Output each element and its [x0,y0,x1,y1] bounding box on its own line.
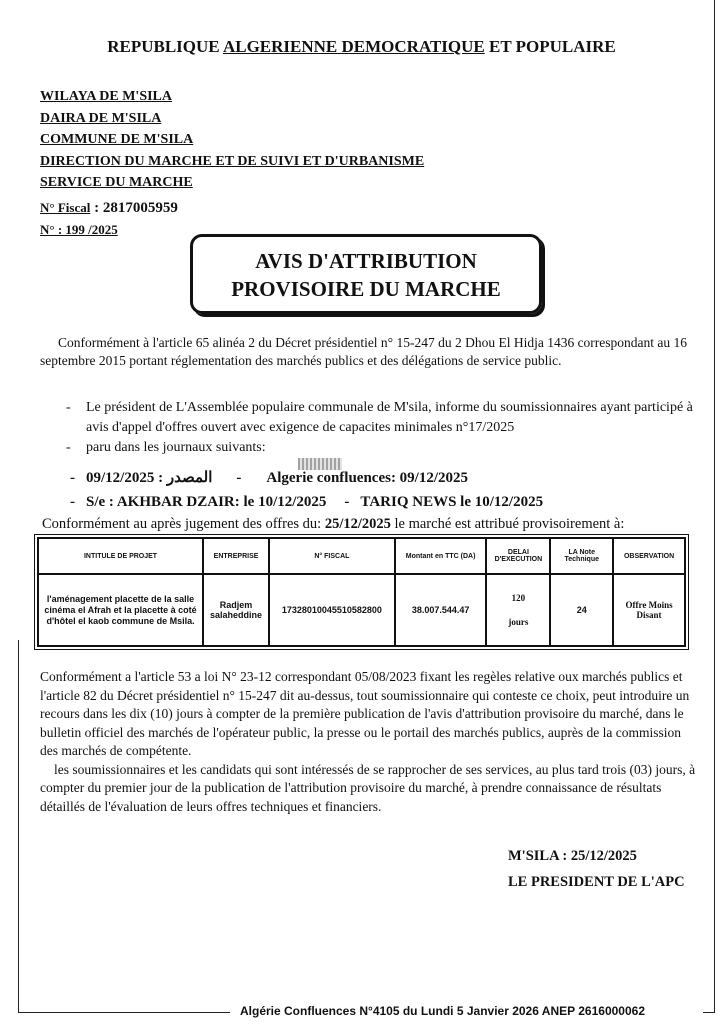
cell-projet: l'aménagement placette de la salle cinéma el Afrah et la placette à coté d'hôtel el kaob commune de Msila. [38,574,203,646]
attribution-table [37,537,686,647]
journal-row-1: - المصدر : 09/12/2025 - Algerie confluences: 09/12/2025 [70,470,469,486]
table-row [38,574,685,646]
signature-place-date: M'SILA : 25/12/2025 [508,848,637,864]
admin-service: SERVICE DU MARCHE [40,175,193,190]
header-observation: OBSERVATION [613,538,685,574]
fiscal-value: : 2817005959 [90,200,178,216]
publication-footer: Algérie Confluences N°4105 du Lundi 5 Janvier 2026 ANEP 2616000062 [240,1004,645,1018]
header-projet: INTITULE DE PROJET [38,538,203,574]
header-entreprise: ENTREPRISE [203,538,269,574]
header-fiscal: N° FISCAL [269,538,395,574]
journal-row-2: - S/e : AKHBAR DZAIR: le 10/12/2025 - TARIQ NEWS le 10/12/2025 [70,494,544,510]
cell-observation: Offre Moins Disant [613,574,685,646]
bullet-journals: - paru dans les journaux suivants: [66,438,696,458]
cell-delai-number: 120 [511,593,526,603]
judgement-line: Conformément au après jugement des offres du: 25/12/2025 le marché est attribué provisoirement à: [42,516,625,532]
admin-wilaya: WILAYA DE M'SILA [40,89,173,104]
title-underlined: ALGERIENNE DEMOCRATIQUE [222,37,485,56]
appeal-paragraph: Conformément a l'article 53 a loi N° 23-12 correspondant 05/08/2023 fixant les regèles relative oux marchés publics et l'article 82 du Décret présidentiel n° 15-247 dit au-dessus, tout soumissionnaire qui conteste ce choix, peut introduire un recours dans les dix (10) jours à compter de la première publication de l'avis d'attribution provisoire du marché, dans le bulletin officiel des marchés de l'opérateur public, la presse ou le portail des marchés publics, auprès de la commission des marchés de compétente. [40,669,690,758]
fiscal-label: N° Fiscal [40,200,91,215]
frame-border-left [18,640,19,1012]
notice-title-box [190,234,542,314]
page-title: REPUBLIQUE ALGERIENNE DEMOCRATIQUE ET POPULAIRE [107,37,616,56]
fiscal-number [40,200,178,217]
frame-border-right [714,0,715,1012]
journal-4: TARIQ NEWS le 10/12/2025 [360,494,544,510]
cell-montant: 38.007.544.47 [395,574,487,646]
journal-3: S/e : AKHBAR DZAIR: le 10/12/2025 [86,494,327,510]
bullet-list [66,398,696,458]
administration-block [40,86,424,194]
notice-title-line1: AVIS D'ATTRIBUTION [255,249,477,273]
cell-fiscal: 173280100455105828​00 [269,574,395,646]
header-note: LA Note Technique [550,538,613,574]
intro-paragraph: Conformément à l'article 65 alinéa 2 du Décret présidentiel n° 15-247 du 2 Dhou El Hidja 1436 correspondant au 16 septembre 2015 portant réglementation des marchés publics et des délégations de service public. [40,335,688,368]
journal-2: Algerie confluences: 09/12/2025 [266,470,469,486]
journal-1-date: : 09/12/2025 [86,470,167,486]
cell-entreprise: Radjem salaheddine [203,574,269,646]
signature-title: LE PRESIDENT DE L'APC [508,874,685,890]
cell-delai [486,574,550,646]
journal-1-name: المصدر [166,470,213,486]
table-header-row [38,538,685,574]
admin-commune: COMMUNE DE M'SILA [40,132,194,147]
judgement-date: 25/12/2025 [324,516,391,532]
header-delai: DELAI D'EXECUTION [486,538,550,574]
invitation-paragraph: les soumissionnaires et les candidats qui sont intéressés de se rapprocher de ses services, au plus tard trois (03) jours, à compter du premier jour de la publication de l'attribution provisoire du marché, à prendre connaissance de résultats détaillés de l'évaluation de leurs offres techniques et financiers. [40,761,696,814]
reference-number: N° : 199 /2025 [40,222,118,237]
admin-direction: DIRECTION DU MARCHE ET DE SUIVI ET D'URBANISME [40,153,425,169]
frame-border-bottom [18,1012,230,1013]
appeal-block [40,668,700,816]
admin-daira: DAIRA DE M'SILA [40,110,162,126]
notice-title-line2: PROVISOIRE DU MARCHE [231,277,501,301]
cell-delai-unit: jours [508,617,529,627]
journal-list [70,466,543,514]
frame-border-bottom-right [703,1012,715,1013]
cell-note: 24 [550,574,613,646]
bullet-president: - Le président de L'Assemblée populaire communale de M'sila, informe du soumissionnaires ayant participé à avis d'appel d'offres ouvert avec exigence de capacites minimales n°17/2025 [66,398,696,438]
header-montant: Montant en TTC (DA) [395,538,487,574]
